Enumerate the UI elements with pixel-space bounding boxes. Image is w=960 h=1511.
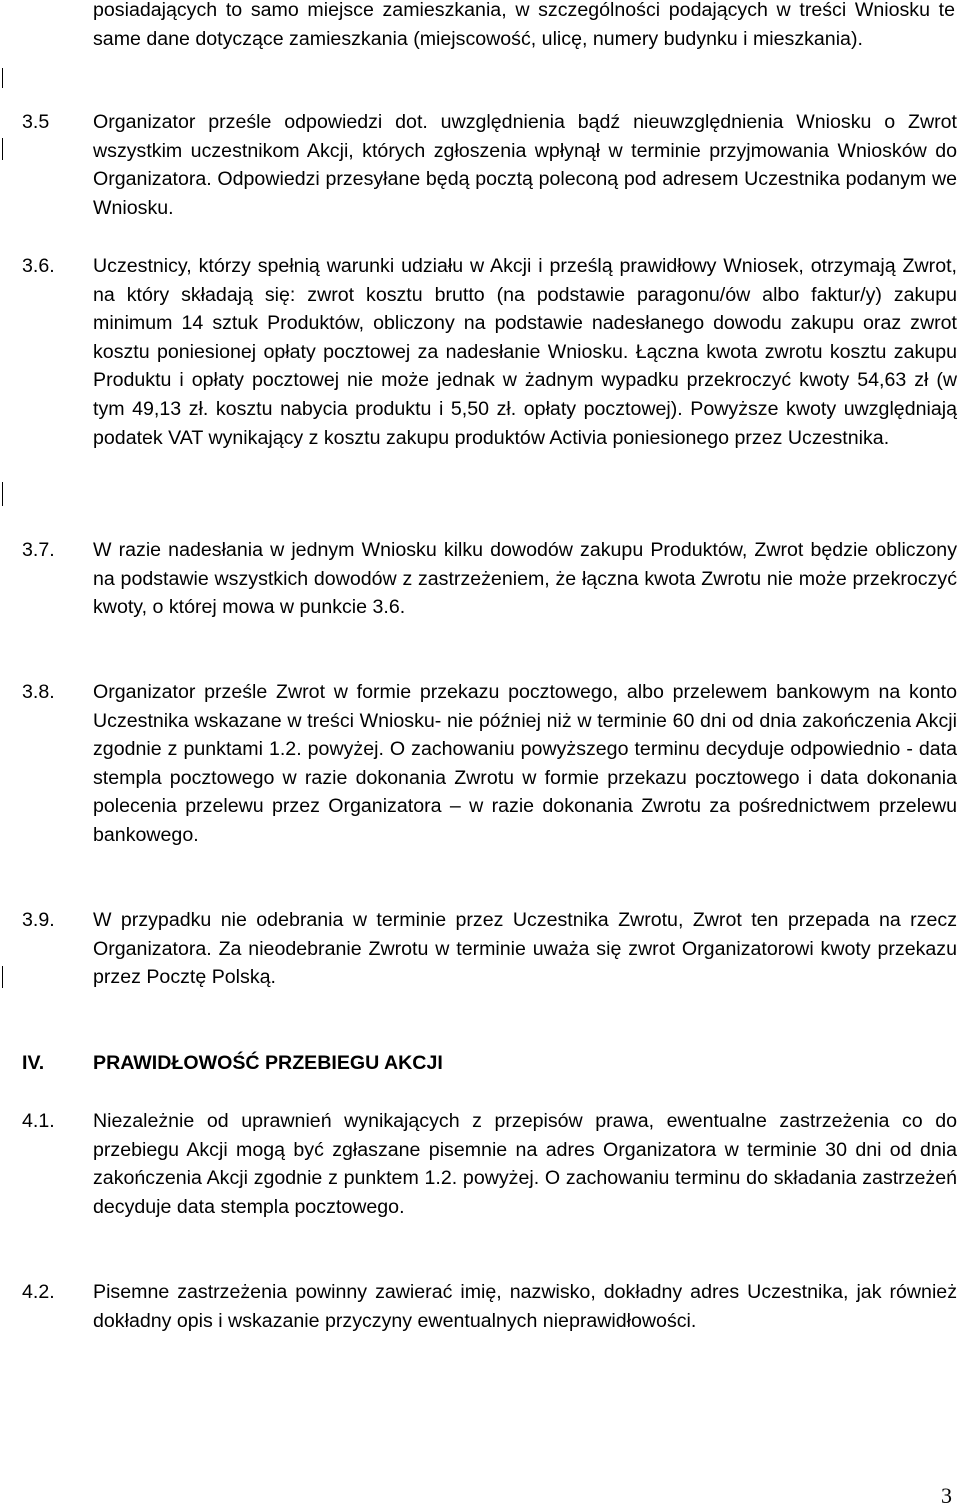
section-text: Organizator prześle Zwrot w formie przekazu pocztowego, albo przelewem bankowym na konto Uczestnika wskazane w treści Wniosku- nie później niż w terminie 60 dni od dnia zakończenia Akcji zgodnie z punktami 1.2. powyżej. O zachowaniu powyższego terminu decyduje odpowiednio - data stempla pocztowego w razie dokonania Zwrotu w formie przekazu pocztowego i data dokonania polecenia przelewu przez Organizatora – w razie dokonania Zwrotu za pośrednictwem przelewu bankowego. [93, 681, 957, 846]
section-text-part: Organizator prześle odpowiedzi dot. uwzględnienia bądź nieuwzględnienia Wniosku o Zwrot wszystkim uczestnikom Akcji, których zgłoszenia wpłynął [93, 111, 957, 162]
section-text: W razie nadesłania w jednym Wniosku kilku dowodów zakupu Produktów, Zwrot będzie obliczony na podstawie wszystkich dowodów z zastrzeżeniem, że łączna kwota Zwrotu nie może przekroczyć kwoty, o której mowa w punkcie 3.6. [93, 539, 957, 619]
change-bar [2, 482, 3, 506]
section-number: 3.5 [22, 111, 50, 133]
section-number: 4.1. [22, 1110, 55, 1132]
section-3-6 [22, 252, 957, 452]
section-text: Pisemne zastrzeżenia powinny zawierać imię, nazwisko, dokładny adres Uczestnika, jak również dokładny opis i wskazanie przyczyny ewentualnych nieprawidłowości. [93, 1281, 957, 1332]
section-text [93, 108, 957, 222]
section-number: 3.8. [22, 681, 55, 703]
change-bar [2, 138, 3, 160]
page-number: 3 [941, 1483, 952, 1508]
section-number: 3.7. [22, 539, 55, 561]
section-text: Niezależnie od uprawnień wynikających z przepisów prawa, ewentualne zastrzeżenia co do przebiegu Akcji mogą być zgłaszane pisemnie na adres Organizatora w terminie 30 dni od dnia zakończenia Akcji zgodnie z punktem 1.2. powyżej. O zachowaniu terminu do składania zastrzeżeń decyduje data stempla pocztowego. [93, 1110, 957, 1218]
change-bar [2, 68, 3, 88]
section-number: 3.6. [22, 255, 55, 277]
section-3-5 [22, 108, 957, 222]
section-number: 4.2. [22, 1281, 55, 1303]
section-4-1 [22, 1107, 957, 1221]
section-4-2 [22, 1278, 957, 1335]
section-3-8 [22, 678, 957, 850]
section-3-9 [22, 906, 957, 992]
section-text: Uczestnicy, którzy spełnią warunki udziału w Akcji i prześlą prawidłowy Wniosek, otrzymają Zwrot, na który składają się: zwrot kosztu brutto (na podstawie paragonu/ów albo faktur/y) zakupu minimum 14 sztuk Produktów, obliczony na podstawie nadesłanego dowodu zakupu oraz zwrot kosztu poniesionej opłaty pocztowej za nadesłanie Wniosku. Łączna kwota zwrotu kosztu zakupu Produktu i opłaty pocztowej nie może jednak w żadnym wypadku przekroczyć kwoty 54,63 zł (w tym 49,13 zł. kosztu nabycia produktu i 5,50 zł. opłaty pocztowej). Powyższe kwoty uwzględniają podatek VAT wynikający z kosztu zakupu produktów Activia poniesionego przez Uczestnika. [93, 255, 957, 449]
heading-number: IV. [22, 1052, 45, 1074]
change-bar [2, 966, 3, 988]
section-3-7 [22, 536, 957, 622]
section-heading-iv [22, 1049, 957, 1078]
continuation-paragraph: posiadających to samo miejsce zamieszkania, w szczególności podających w treści Wniosku te same dane dotyczące zamieszkania (miejscowość, ulicę, numery budynku i mieszkania). [93, 0, 955, 50]
heading-title: PRAWIDŁOWOŚĆ PRZEBIEGU AKCJI [93, 1052, 443, 1074]
section-number: 3.9. [22, 909, 55, 931]
section-text-part: w terminie przyjmowania Wniosków do Organizatora. Odpowiedzi przesyłane będą pocztą poleconą pod adresem Uczestnika podanym we Wniosku. [93, 139, 957, 219]
section-text: W przypadku nie odebrania w terminie przez Uczestnika Zwrotu, Zwrot ten przepada na rzecz Organizatora. Za nieodebranie Zwrotu w terminie uważa się zwrot Organizatorowi kwoty przekazu przez Pocztę Polską. [93, 909, 957, 989]
